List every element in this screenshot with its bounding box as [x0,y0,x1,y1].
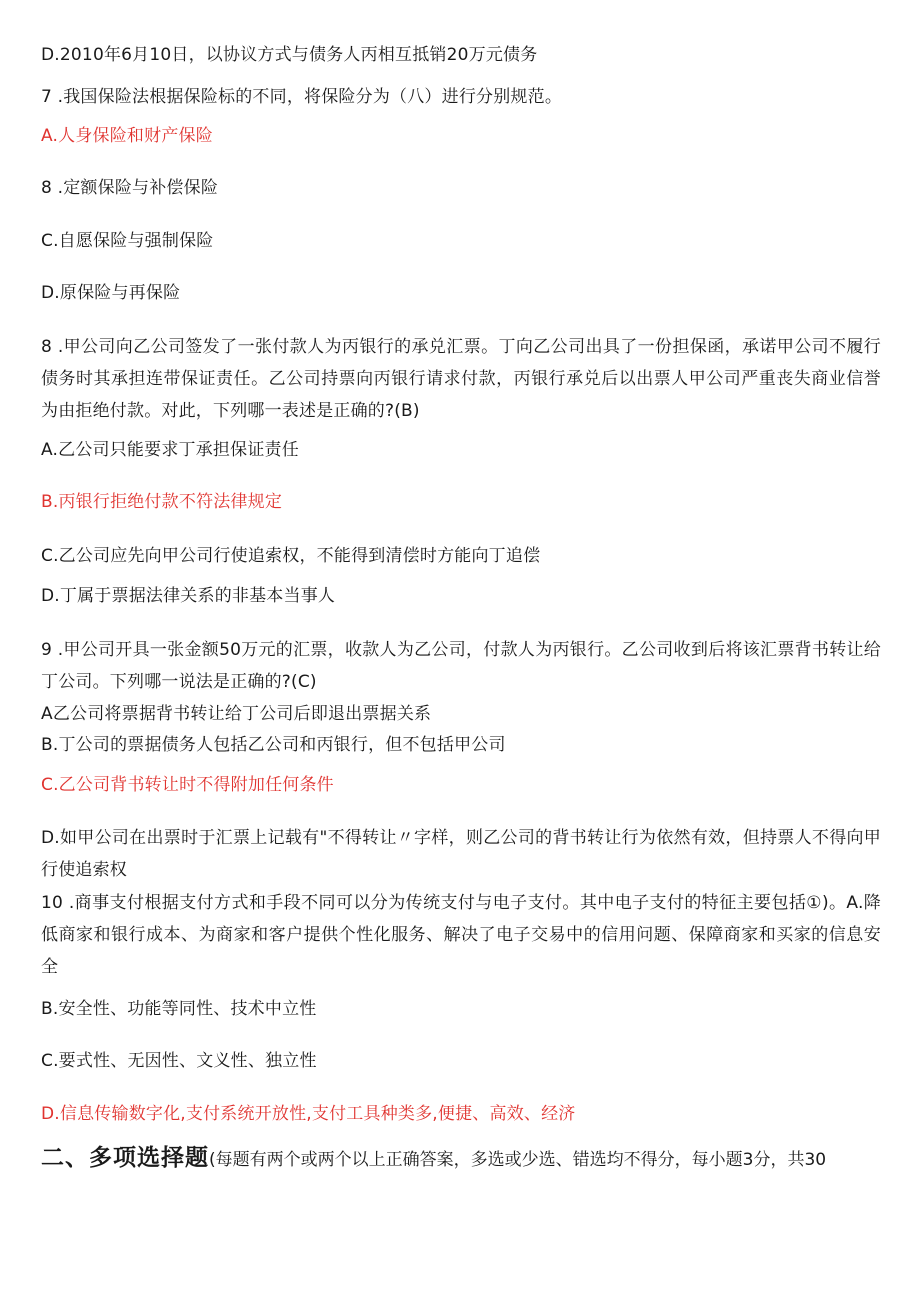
q9-option-d: D.如甲公司在出票时于汇票上记载有"不得转让〃字样，则乙公司的背书转让行为依然有效，但持票人不得向甲行使追索权 [41,828,881,880]
section-note: (每题有两个或两个以上正确答案，多选或少选、错选均不得分，每小题3分，共30 [209,1150,827,1170]
q10-option-d-answer: D.信息传输数字化,支付系统开放性,支付工具种类多,便捷、高效、经济 [41,1104,576,1124]
q8-option-a: A.乙公司只能要求丁承担保证责任 [41,440,299,460]
q7-option-b: 8 .定额保险与补偿保险 [41,178,219,198]
q9-option-b: B.丁公司的票据债务人包括乙公司和丙银行，但不包括甲公司 [41,735,506,755]
q9-question: 9 .甲公司开具一张金额50万元的汇票，收款人为乙公司，付款人为丙银行。乙公司收到后将该汇票背书转让给丁公司。下列哪一说法是正确的?(C) [41,640,881,692]
q8-option-d: D.丁属于票据法律关系的非基本当事人 [41,586,336,606]
section-heading [41,1140,886,1178]
q7-option-c: C.自愿保险与强制保险 [41,231,214,251]
q9-option-c-answer: C.乙公司背书转让时不得附加任何条件 [41,775,334,795]
q7-option-d: D.原保险与再保险 [41,283,181,303]
q7-question: 7 .我国保险法根据保险标的不同，将保险分为（八）进行分别规范。 [41,87,563,107]
q10-question: 10 .商事支付根据支付方式和手段不同可以分为传统支付与电子支付。其中电子支付的特征主要包括①)。A.降低商家和银行成本、为商家和客户提供个性化服务、解决了电子交易中的信用问题、保障商家和买家的信息安全 [41,893,881,977]
q10-option-b: B.安全性、功能等同性、技术中立性 [41,999,317,1019]
q6-option-d: D.2010年6月10日，以协议方式与债务人丙相互抵销20万元债务 [41,45,538,65]
q10-option-c: C.要式性、无因性、文义性、独立性 [41,1051,317,1071]
section-title: 二、多项选择题 [41,1145,209,1171]
q8-question: 8 .甲公司向乙公司签发了一张付款人为丙银行的承兑汇票。丁向乙公司出具了一份担保函，承诺甲公司不履行债务时其承担连带保证责任。乙公司持票向丙银行请求付款，丙银行承兑后以出票人甲公司严重丧失商业信誉为由拒绝付款。对此，下列哪一表述是正确的?(B) [41,337,881,421]
q7-option-a-answer: A.人身保险和财产保险 [41,126,213,146]
q8-option-c: C.乙公司应先向甲公司行使追索权，不能得到清偿时方能向丁追偿 [41,546,541,566]
q9-option-a: A乙公司将票据背书转让给丁公司后即退出票据关系 [41,704,432,724]
q8-option-b-answer: B.丙银行拒绝付款不符法律规定 [41,492,283,512]
